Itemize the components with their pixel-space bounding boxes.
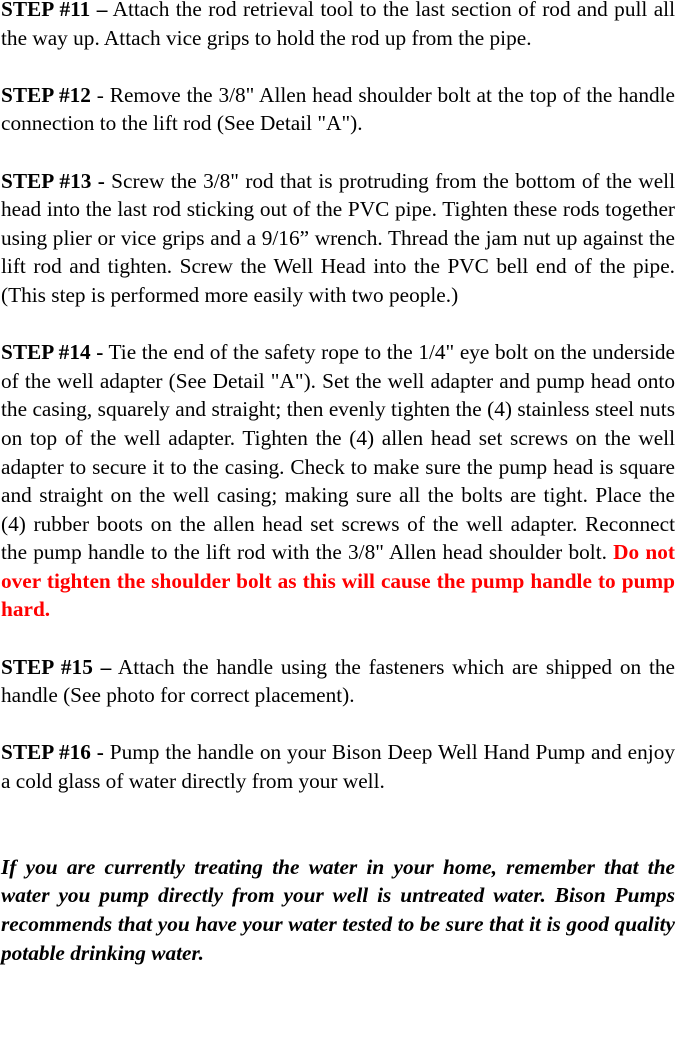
step-16-text: Pump the handle on your Bison Deep Well Hand Pump and enjoy a cold glass of water directly from your well.	[1, 740, 675, 794]
step-14-warning: Do not over tighten the shoulder bolt as this will cause the pump handle to pump hard.	[1, 540, 676, 622]
step-13-label: STEP #13 -	[1, 168, 105, 193]
step-14-text: Tie the end of the safety rope to the 1/4" eye bolt on the underside of the well adapter (See Detail "A"). Set the well adapter and pump head onto the casing, squarely and straight; then evenly tighten the (4) stainless steel nuts on top of the well adapter. Tighten the (4) allen head set screws on the well adapter to secure it to the casing. Check to make sure the pump head is square and straight on the well casing; making sure all the bolts are tight. Place the (4) rubber boots on the allen head set screws of the well adapter. Reconnect the pump handle to the lift rod with the 3/8" Allen head shoulder bolt.	[1, 340, 675, 565]
step-14-label: STEP #14 -	[1, 340, 104, 365]
step-13-text: Screw the 3/8" rod that is protruding from the bottom of the well head into the last rod sticking out of the PVC pipe. Tighten these rods together using plier or vice grips and a 9/16” wrench. Thread the jam nut up against the lift rod and tighten. Screw the Well Head into the PVC bell end of the pipe. (This step is performed more easily with two people.)	[1, 168, 675, 307]
step-11-label: STEP #11 –	[1, 0, 108, 21]
step-15-text: Attach the handle using the fasteners which are shipped on the handle (See photo for correct placement).	[1, 654, 675, 708]
water-treatment-note: If you are currently treating the water in your home, remember that the water you pump directly from your well is untreated water. Bison Pumps recommends that you have your water tested to be sure that it is good quality potable drinking water.	[1, 854, 675, 965]
step-12-label: STEP #12	[1, 82, 91, 107]
step-14	[1, 338, 675, 624]
step-12-text: - Remove the 3/8" Allen head shoulder bolt at the top of the handle connection to the lift rod (See Detail "A").	[1, 82, 675, 136]
step-11	[1, 0, 675, 52]
step-16	[1, 738, 675, 795]
step-15	[1, 653, 675, 710]
step-13	[1, 167, 675, 310]
step-15-label: STEP #15 –	[1, 654, 112, 679]
instruction-page	[1, 0, 675, 988]
step-12	[1, 81, 675, 138]
step-11-text: Attach the rod retrieval tool to the last section of rod and pull all the way up. Attach vice grips to hold the rod up from the pipe.	[1, 0, 676, 50]
step-16-label: STEP #16 -	[1, 740, 104, 765]
